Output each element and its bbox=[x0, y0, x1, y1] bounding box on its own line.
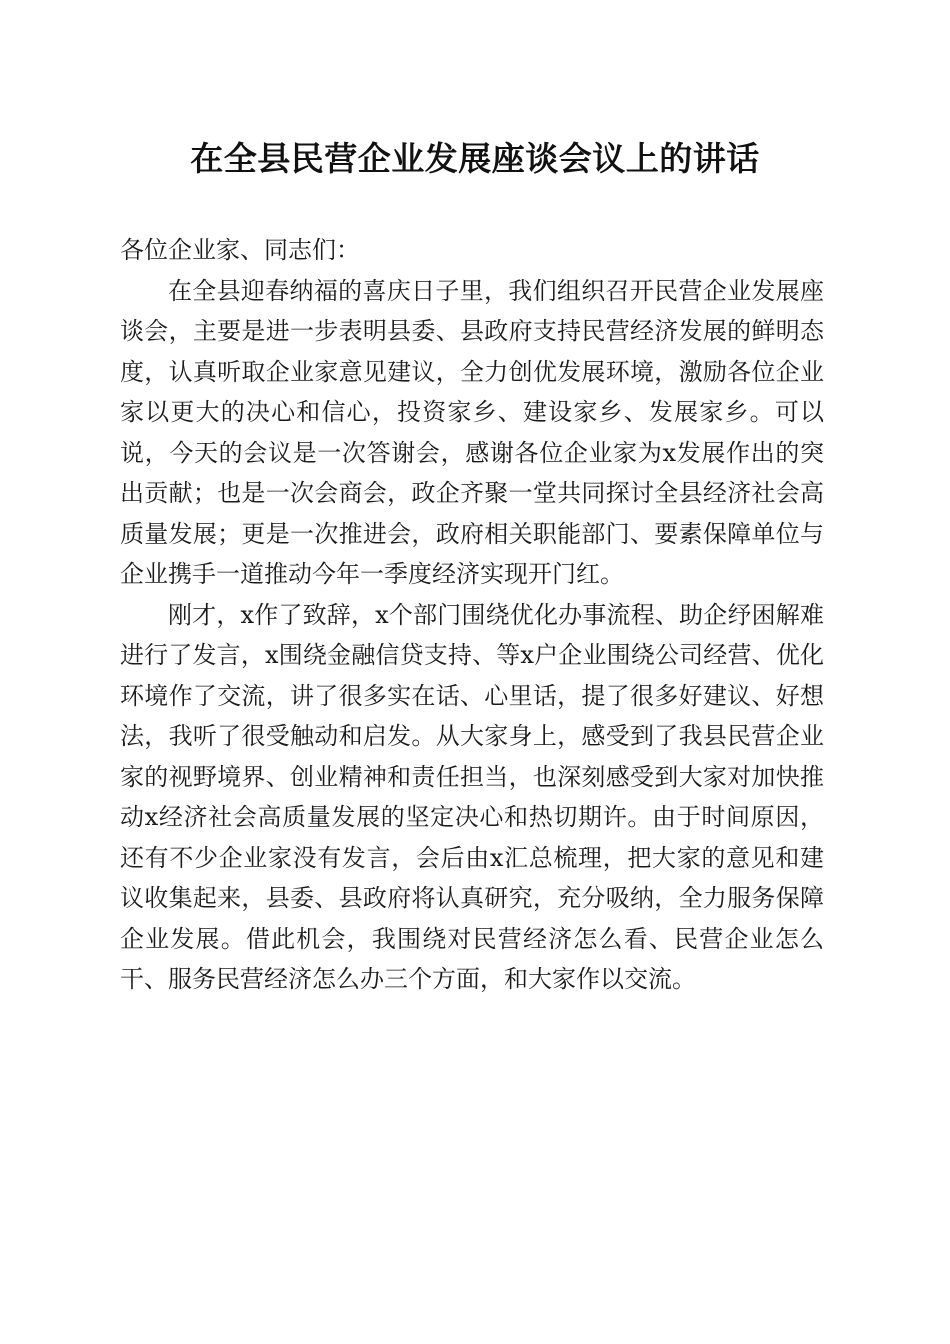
document-title: 在全县民营企业发展座谈会议上的讲话 bbox=[190, 139, 760, 178]
salutation: 各位企业家、同志们： bbox=[120, 236, 360, 264]
paragraph-opening: 在全县迎春纳福的喜庆日子里，我们组织召开民营企业发展座谈会，主要是进一步表明县委、县政府支持民营经济发展的鲜明态度，认真听取企业家意见建议，全力创优发展环境，激励各位企业家以更大的决心和信心，投资家乡、建设家乡、发展家乡。可以说，今天的会议是一次答谢会，感谢各位企业家为x发展作出的突出贡献；也是一次会商会，政企齐聚一堂共同探讨全县经济社会高质量发展；更是一次推进会，政府相关职能部门、要素保障单位与企业携手一道推动今年一季度经济实现开门红。 bbox=[120, 276, 824, 588]
document-body bbox=[120, 230, 824, 1000]
paragraph-review: 刚才，x作了致辞，x个部门围绕优化办事流程、助企纾困解难进行了发言，x围绕金融信贷支持、等x户企业围绕公司经营、优化环境作了交流，讲了很多实在话、心里话，提了很多好建议、好想法，我听了很受触动和启发。从大家身上，感受到了我县民营企业家的视野境界、创业精神和责任担当，也深刻感受到大家对加快推动x经济社会高质量发展的坚定决心和热切期许。由于时间原因，还有不少企业家没有发言，会后由x汇总梳理，把大家的意见和建议收集起来，县委、县政府将认真研究，充分吸纳，全力服务保障企业发展。借此机会，我围绕对民营经济怎么看、民营企业怎么干、服务民营经济怎么办三个方面，和大家作以交流。 bbox=[120, 600, 824, 993]
